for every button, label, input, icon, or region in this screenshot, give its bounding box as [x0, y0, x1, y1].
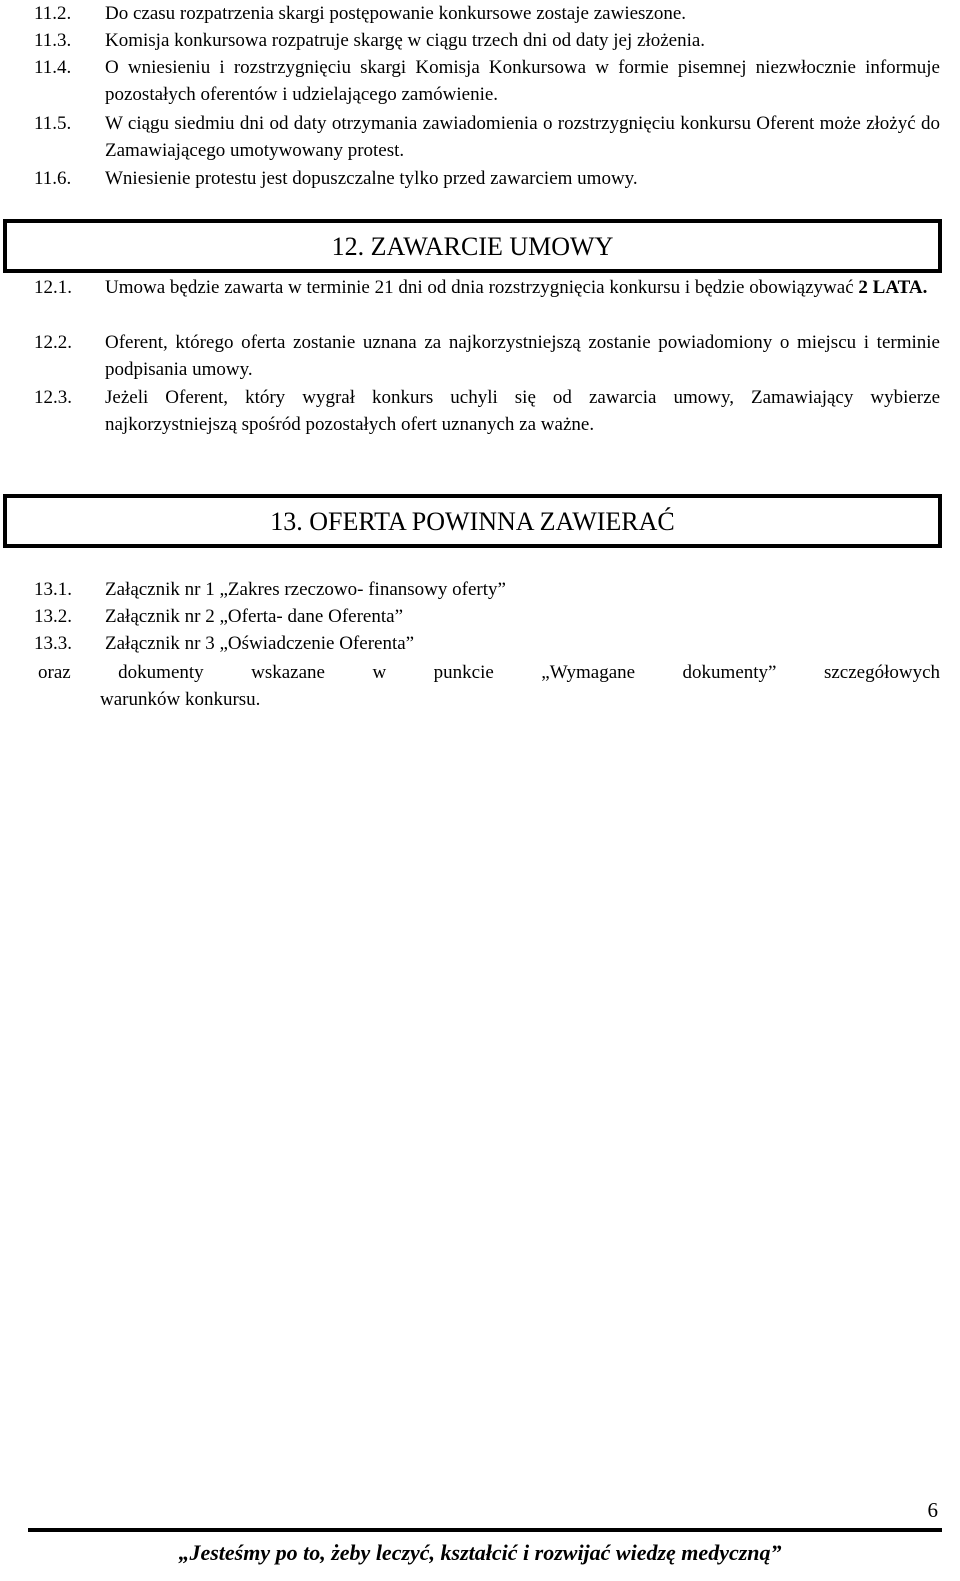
- footer-motto: „Jesteśmy po to, żeby leczyć, kształcić i rozwijać wiedzę medyczną”: [178, 1540, 782, 1565]
- clause-number: 11.6.: [34, 168, 72, 189]
- clause-text: Jeżeli Oferent, który wygrał konkurs uchyli się od zawarcia umowy, Zamawiający wybierze najkorzystniejszą spośród pozostałych ofert uznanych za ważne.: [105, 387, 940, 435]
- clause-number: 11.5.: [34, 113, 72, 134]
- clause-text: Komisja konkursowa rozpatruje skargę w ciągu trzech dni od daty jej złożenia.: [105, 30, 706, 51]
- section-heading-13: [3, 494, 942, 548]
- clause-number: 12.1.: [34, 277, 72, 298]
- additional-documents-tail: warunków konkursu.: [100, 689, 261, 710]
- clause-11-3: [34, 27, 940, 54]
- clause-12-2: [34, 329, 940, 383]
- clause-13-1: [34, 576, 940, 603]
- clause-11-2: [34, 0, 940, 27]
- clause-number: 13.3.: [34, 633, 72, 654]
- clause-text: Załącznik nr 2 „Oferta- dane Oferenta”: [105, 606, 404, 627]
- clause-12-1: [34, 274, 940, 301]
- clause-11-6: [34, 165, 940, 192]
- footer-divider: [28, 1528, 942, 1532]
- clause-text: Do czasu rozpatrzenia skargi postępowanie konkursowe zostaje zawieszone.: [105, 3, 687, 24]
- clause-text: Załącznik nr 1 „Zakres rzeczowo- finansowy oferty”: [105, 579, 506, 600]
- section-heading-text: 13. OFERTA POWINNA ZAWIERAĆ: [270, 507, 675, 536]
- clause-text: W ciągu siedmiu dni od daty otrzymania zawiadomienia o rozstrzygnięciu konkursu Oferent może złożyć do Zamawiającego umotywowany protest.: [105, 113, 940, 161]
- clause-13-3: [34, 630, 940, 657]
- clause-12-3: [34, 384, 940, 438]
- clause-number: 12.2.: [34, 332, 72, 353]
- clause-11-5: [34, 110, 940, 164]
- section-heading-text: 12. ZAWARCIE UMOWY: [331, 232, 614, 261]
- clause-text: Oferent, którego oferta zostanie uznana za najkorzystniejszą zostanie powiadomiony o miejscu i terminie podpisania umowy.: [105, 332, 940, 380]
- clause-13-2: [34, 603, 940, 630]
- section-heading-12: [3, 219, 942, 273]
- clause-number: 13.2.: [34, 606, 72, 627]
- contract-duration: 2 LATA.: [858, 277, 928, 298]
- clause-text: Wniesienie protestu jest dopuszczalne tylko przed zawarciem umowy.: [105, 168, 638, 189]
- clause-text: O wniesieniu i rozstrzygnięciu skargi Komisja Konkursowa w formie pisemnej niezwłocznie informuje pozostałych oferentów i udzielającego zamówienie.: [105, 57, 940, 105]
- clause-text: [105, 274, 940, 301]
- page-number: 6: [927, 1498, 938, 1522]
- clause-11-4: [34, 54, 940, 108]
- clause-number: 11.3.: [34, 30, 72, 51]
- clause-text-main: Umowa będzie zawarta w terminie 21 dni od dnia rozstrzygnięcia konkursu i będzie obowiązywać: [105, 277, 854, 298]
- additional-documents-line: oraz dokumenty wskazane w punkcie „Wymagane dokumenty” szczegółowych: [38, 662, 940, 683]
- clause-number: 11.2.: [34, 3, 72, 24]
- clause-text: Załącznik nr 3 „Oświadczenie Oferenta”: [105, 633, 415, 654]
- clause-number: 12.3.: [34, 387, 72, 408]
- clause-number: 11.4.: [34, 57, 72, 78]
- clause-number: 13.1.: [34, 579, 72, 600]
